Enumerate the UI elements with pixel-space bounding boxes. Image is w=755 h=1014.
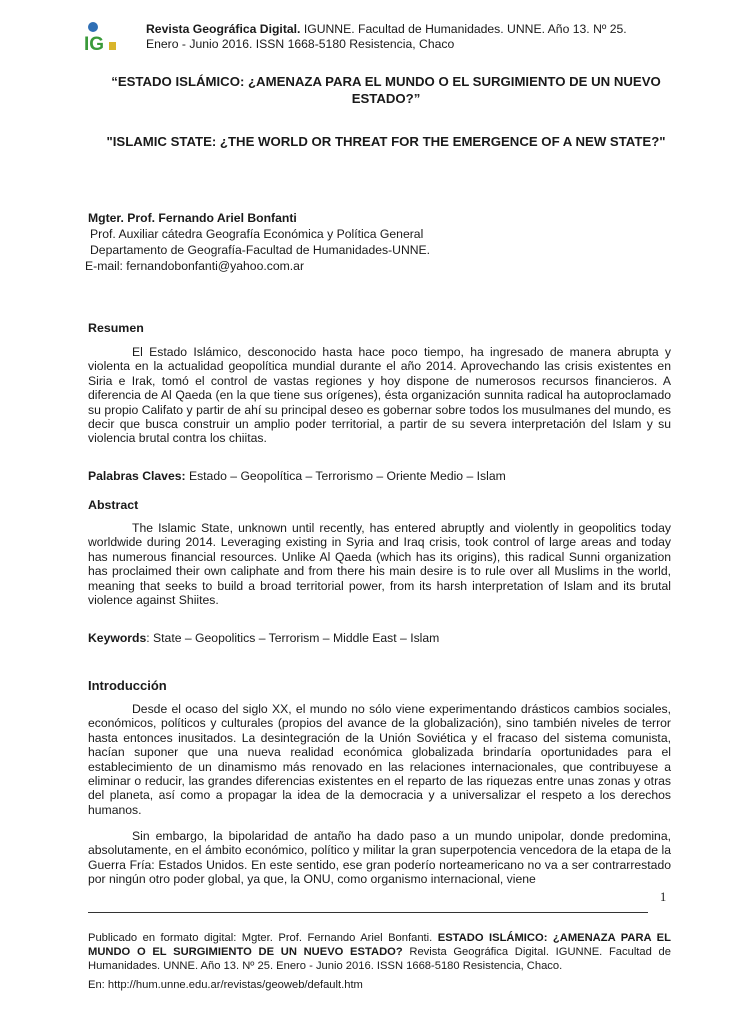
title-english: "ISLAMIC STATE: ¿THE WORLD OR THREAT FOR THE EMERGENCE OF A NEW STATE?": [106, 134, 666, 149]
intro-paragraph-1: Desde el ocaso del siglo XX, el mundo no sólo viene experimentando drásticos cambios sociales, económicos, políticos y culturales (propios del avance de la globalización), sino también niveles de terror hasta entonces inusitados. La desintegración de la Unión Soviética y el fracaso del sistema comunista, hacían suponer que una nueva realidad económica globalizada brindaría oportunidades para el establecimiento de un dinamismo más renovado en las relaciones internacionales, que contribuyese a eliminar o reducir, las grandes diferencias existentes en el reparto de las riquezas entre unas zonas y otras del planeta, así como a propagar la idea de la democracia y a universalizar el respeto a los derechos humanos.: [88, 702, 671, 817]
logo-square-icon: [109, 42, 116, 50]
citation-footer: [88, 931, 671, 974]
resumen-heading: Resumen: [88, 321, 144, 335]
footer-url: En: http://hum.unne.edu.ar/revistas/geoweb/default.htm: [88, 979, 363, 991]
introduccion-heading: Introducción: [88, 678, 167, 693]
abstract-paragraph: The Islamic State, unknown until recently, has entered abruptly and violently in geopolitics today worldwide during 2014. Leveraging existing in Syria and Iraq crisis, took control of large areas and today has numerous financial resources. Unlike Al Qaeda (which has its origins), this radical Sunni organization has proclaimed their own caliphate and from there his main desire is to rule over all Muslims in the world, meaning that seeks to build a broad territorial power, from its harsh interpretation of Islam and its brutal violence against Shiites.: [88, 521, 671, 608]
author-department: Departamento de Geografía-Facultad de Humanidades-UNNE.: [90, 243, 431, 257]
abstract-heading: Abstract: [88, 498, 139, 512]
keywords: [88, 631, 439, 645]
journal-issue-line: Enero - Junio 2016. ISSN 1668-5180 Resistencia, Chaco: [146, 37, 455, 51]
logo-globe-icon: [88, 22, 98, 32]
journal-name: Revista Geográfica Digital.: [146, 22, 301, 36]
resumen-paragraph: El Estado Islámico, desconocido hasta hace poco tiempo, ha ingresado de manera abrupta y violenta en la actualidad geopolítica mundial durante el año 2014. Aprovechando las crisis existentes en Siria e Irak, tomó el control de vastas regiones y hoy dispone de numerosos recursos financieros. A diferencia de Al Qaeda (en la que tiene sus orígenes), ésta organización sunnita radical ha autoproclamado su propio Califato y partir de ahí su principal deseo es gobernar sobre todos los musulmanes del mundo, es decir que busca construir un amplio poder territorial, a partir de su severa interpretación del Islam y su violencia brutal contra los chiitas.: [88, 345, 671, 446]
footer-prefix: Publicado en formato digital: Mgter. Prof. Fernando Ariel Bonfanti.: [88, 932, 438, 944]
journal-logo: [82, 20, 122, 54]
footer-suffix: Revista Geográfica Digital. IGUNNE. Facultad de Humanidades. UNNE. Año 13. Nº 25. Enero - Junio 2016. ISSN 1668-5180 Resistencia, Chaco.: [88, 946, 671, 973]
logo-text: IG: [84, 34, 105, 54]
palabras-value: Estado – Geopolítica – Terrorismo – Oriente Medio – Islam: [185, 469, 506, 483]
author-block: [85, 210, 431, 274]
palabras-label: Palabras Claves:: [88, 469, 186, 483]
author-position: Prof. Auxiliar cátedra Geografía Económica y Política General: [90, 227, 424, 241]
author-name: Mgter. Prof. Fernando Ariel Bonfanti: [88, 211, 297, 225]
intro-paragraph-2: Sin embargo, la bipolaridad de antaño ha dado paso a un mundo unipolar, donde predomina, absolutamente, en el ámbito económico, político y militar la gran superpotencia vencedora de la etapa de la Guerra Fría: Estados Unidos. En este sentido, ese gran poderío norteamericano no va a ser contrarrestado por ningún otro poder global, ya que, la ONU, como organismo internacional, viene: [88, 829, 671, 887]
page-number: 1: [660, 890, 667, 904]
palabras-claves: [88, 469, 506, 483]
footer-title: ESTADO ISLÁMICO: ¿AMENAZA PARA EL MUNDO O EL SURGIMIENTO DE UN NUEVO ESTADO?: [88, 932, 671, 959]
journal-details: IGUNNE. Facultad de Humanidades. UNNE. Año 13. Nº 25.: [300, 22, 627, 36]
title-spanish: “ESTADO ISLÁMICO: ¿AMENAZA PARA EL MUNDO O EL SURGIMIENTO DE UN NUEVO ESTADO?”: [111, 74, 661, 106]
author-email: E-mail: fernandobonfanti@yahoo.com.ar: [85, 259, 305, 273]
keywords-label: Keywords: [88, 631, 147, 645]
keywords-value: : State – Geopolitics – Terrorism – Middle East – Islam: [146, 631, 440, 645]
journal-header: [146, 22, 706, 52]
footer-divider: [88, 912, 648, 913]
